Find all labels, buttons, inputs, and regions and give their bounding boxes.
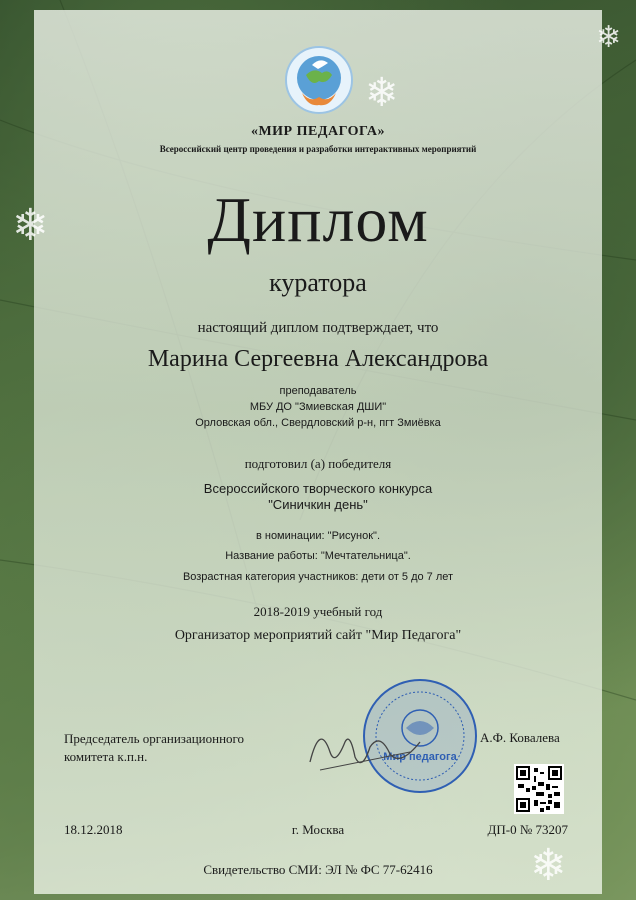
organizer-text: Организатор мероприятий сайт "Мир Педагога" (174, 628, 462, 643)
document-number: ДП-0 № 73207 (487, 822, 568, 837)
prepared-winner-text: подготовил (а) победителя (244, 456, 392, 471)
qr-code (514, 764, 564, 814)
snowflake-icon: ❄ (365, 70, 399, 116)
recipient-location: Орловская обл., Свердловский р-н, пгт Змиёвка (195, 417, 441, 429)
recipient-name: Марина Сергеевна Александрова (147, 346, 489, 372)
seal-text: Мир педагога (383, 751, 457, 763)
handwritten-signature (300, 712, 430, 782)
media-certificate: Свидетельство СМИ: ЭЛ № ФС 77-62416 (203, 862, 433, 877)
chair-title (64, 730, 244, 766)
snowflake-icon: ❄ (596, 20, 622, 55)
recipient-position: преподаватель (279, 385, 357, 397)
academic-year: 2018-2019 учебный год (253, 604, 383, 619)
diploma-subtitle: куратора (269, 268, 367, 297)
recipient-institution: МБУ ДО "Змиевская ДШИ" (249, 401, 387, 413)
diploma-title: Диплом (207, 184, 429, 255)
confirmation-text: настоящий диплом подтверждает, что (197, 320, 439, 336)
globe-dove-hands-icon (284, 45, 354, 115)
organization-description: Всероссийский центр проведения и разработки интерактивных мероприятий (159, 144, 477, 154)
nomination: в номинации: "Рисунок". (255, 530, 381, 542)
contest-name-line1: Всероссийского творческого конкурса (203, 481, 433, 496)
signer-name: А.Ф. Ковалева (480, 730, 560, 745)
work-title: Название работы: "Мечтательница". (225, 550, 411, 562)
contest-name-line2: "Синичкин день" (268, 497, 368, 512)
issue-date: 18.12.2018 (64, 822, 123, 837)
snowflake-icon: ❄ (530, 840, 567, 891)
chair-title-line2: комитета к.п.н. (64, 749, 148, 764)
organization-name: «МИР ПЕДАГОГА» (250, 124, 386, 139)
issue-city: г. Москва (291, 822, 345, 837)
age-category: Возрастная категория участников: дети от 5 до 7 лет (182, 571, 454, 583)
chair-title-line1: Председатель организационного (64, 731, 245, 746)
snowflake-icon: ❄ (12, 200, 49, 251)
